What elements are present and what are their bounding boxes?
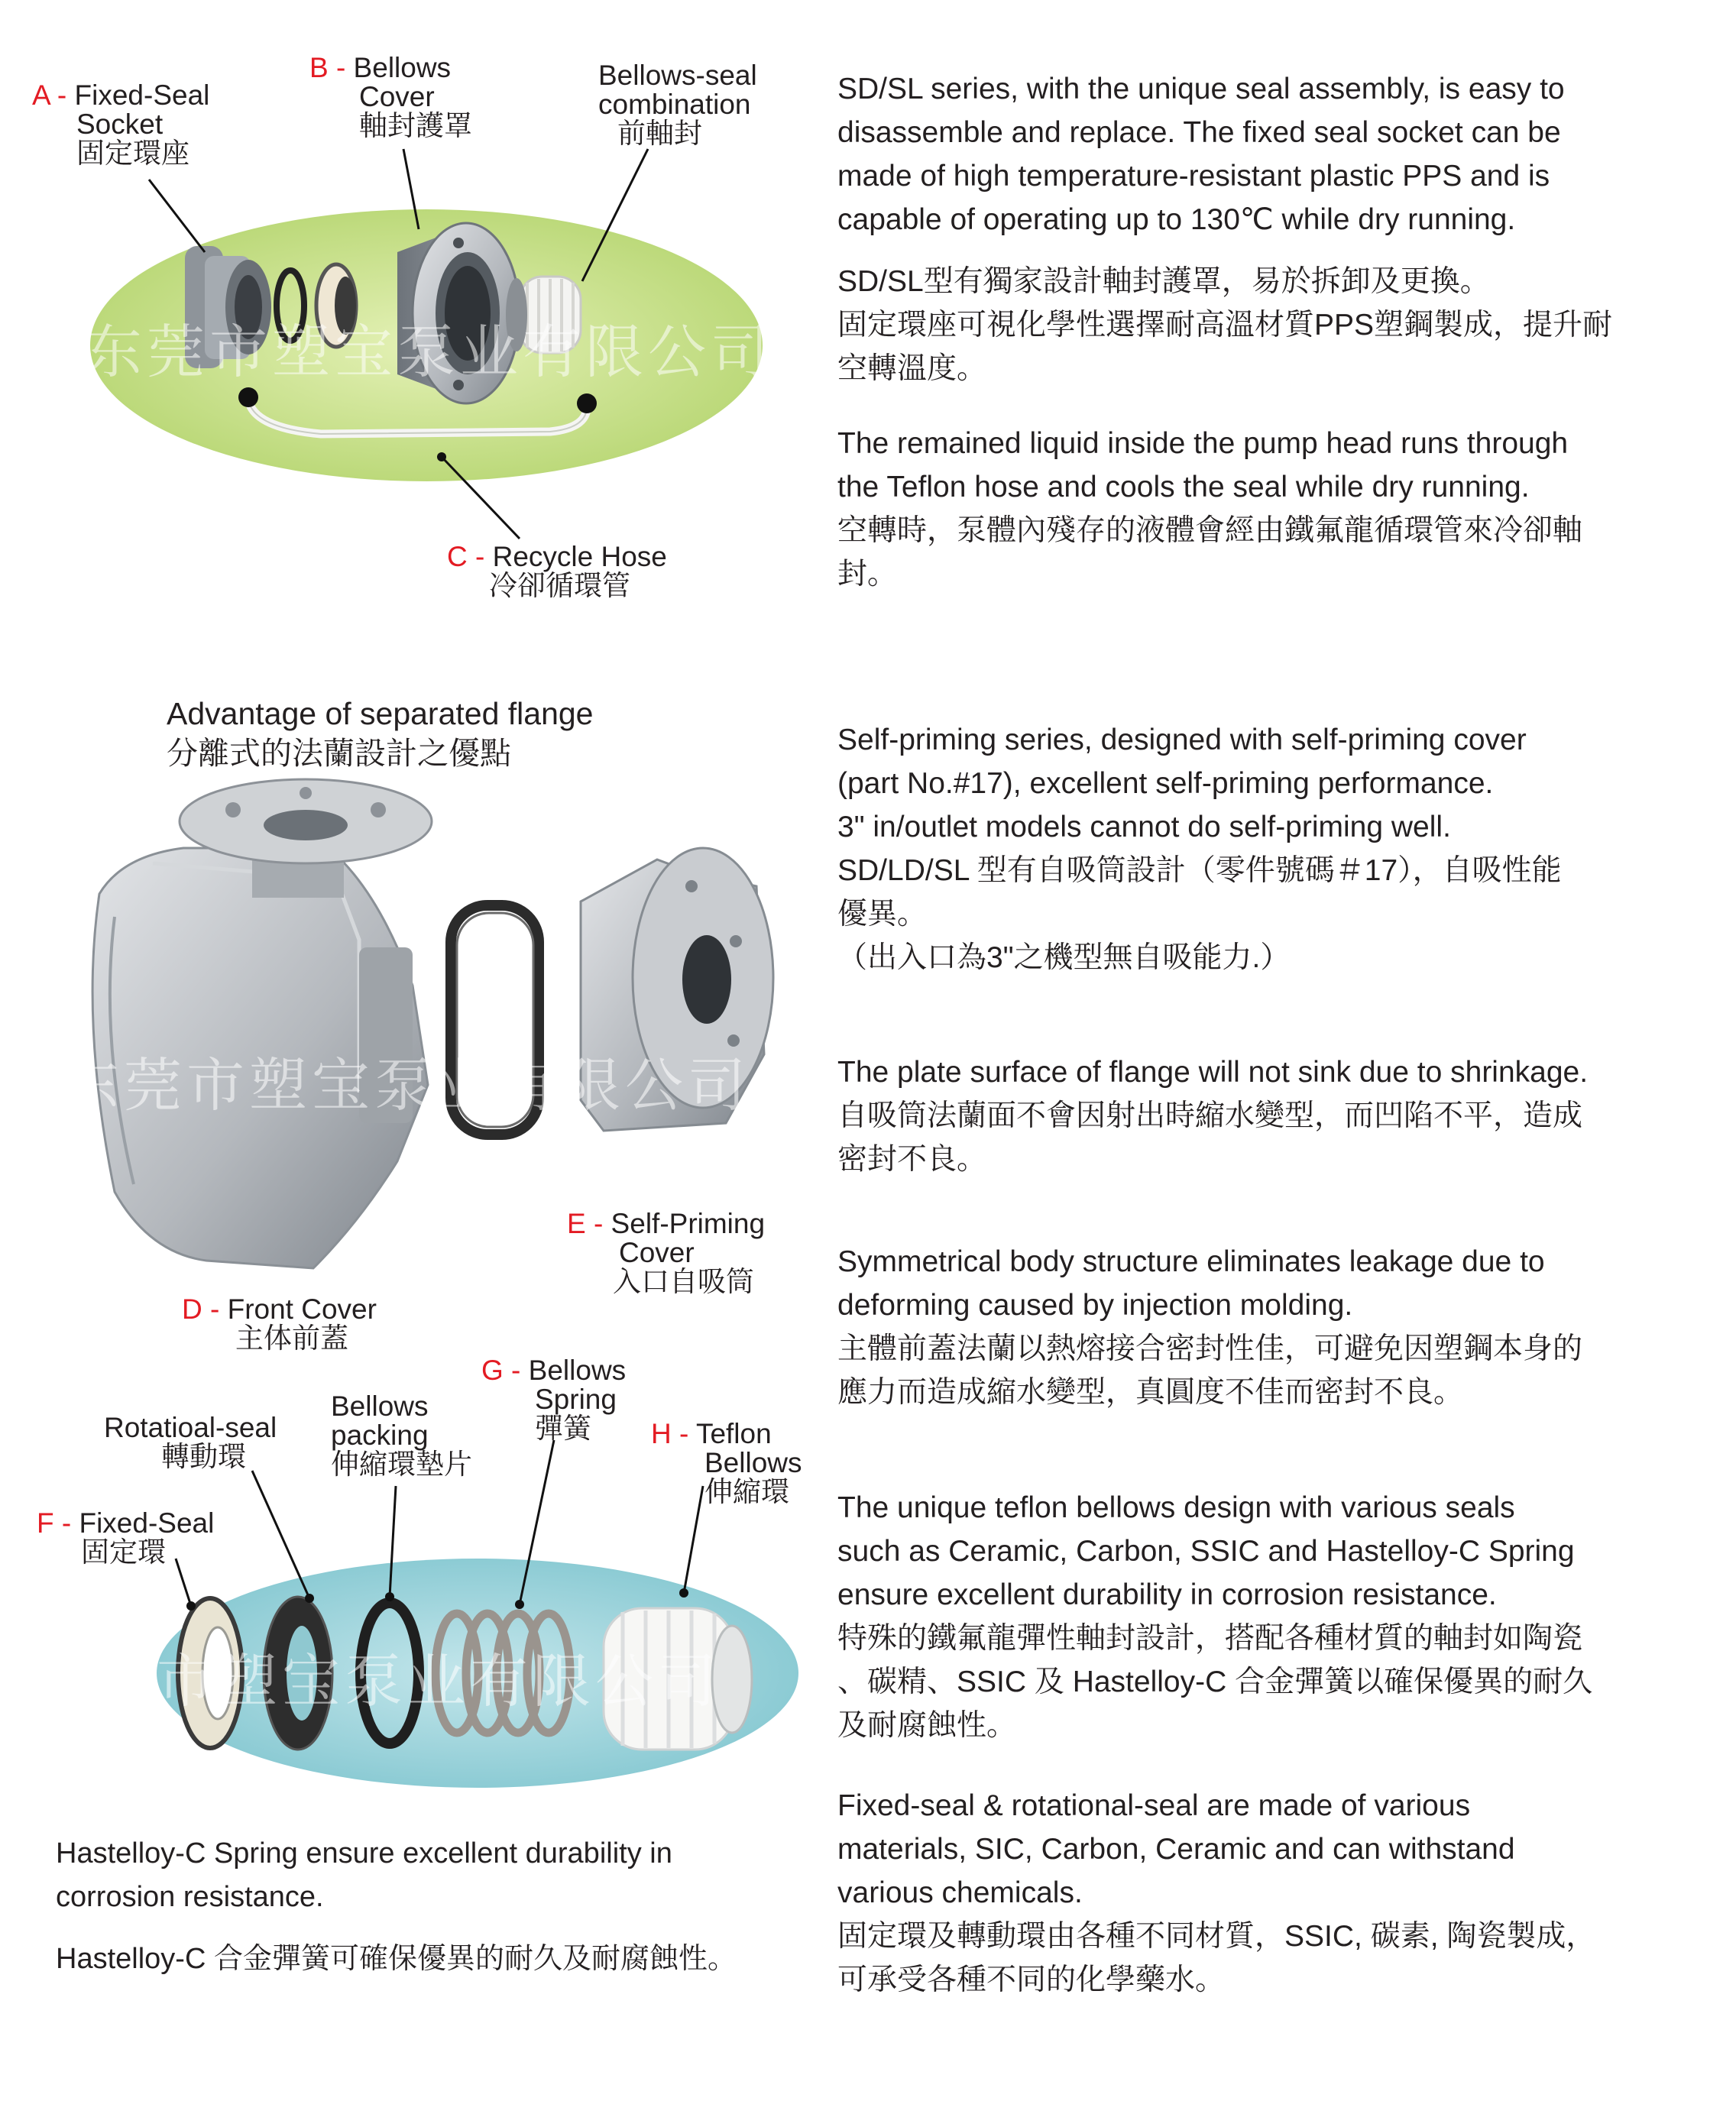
label-rot-line1: Rotatioal-seal	[104, 1412, 277, 1443]
p4-line: （出入口為3"之機型無自吸能力.）	[837, 941, 1291, 974]
p7-line: such as Ceramic, Carbon, SSIC and Hastelloy-C Spring	[837, 1535, 1575, 1568]
p4-line: (part No.#17), excellent self-priming performance.	[837, 767, 1494, 800]
label-b-letter: B -	[309, 52, 346, 83]
hastelloy-note	[56, 1832, 737, 1981]
p7-line: 、碳精、SSIC 及 Hastelloy-C 合金彈簧以確保優異的耐久	[837, 1666, 1593, 1698]
label-e-line3: 入口自吸筒	[613, 1266, 754, 1297]
flange-heading-zh: 分離式的法蘭設計之優點	[167, 736, 511, 771]
label-f-line1: Fixed-Seal	[71, 1507, 215, 1539]
watermark-middle: 东莞市塑宝泵业有限公司	[61, 1051, 750, 1119]
label-g-line2: Spring	[535, 1384, 617, 1415]
label-bellows-packing	[331, 1392, 472, 1479]
p3-line: 空轉時，泵體內殘存的液體會經由鐵氟龍循環管來冷卻軸	[837, 514, 1583, 547]
label-d-letter: D -	[182, 1293, 220, 1325]
p8-line: 固定環及轉動環由各種不同材質，SSIC, 碳素, 陶瓷製成，	[837, 1920, 1596, 1953]
p2-line: 固定環座可視化學性選擇耐高溫材質PPS塑鋼製成，提升耐	[837, 309, 1613, 342]
label-bc-line1: Bellows-seal	[598, 60, 757, 91]
label-a-line3: 固定環座	[76, 138, 189, 169]
p5-line: The plate surface of flange will not sink due to shrinkage.	[837, 1056, 1589, 1089]
watermark-bottom: 市塑宝泵业有限公司	[157, 1647, 721, 1715]
label-g-line3: 彈簧	[535, 1413, 591, 1444]
hastelloy-note-en1: Hastelloy-C Spring ensure excellent durability in	[56, 1837, 672, 1870]
label-a-fixed-seal-socket	[32, 81, 209, 168]
p8-line: various chemicals.	[837, 1876, 1083, 1909]
p5-line: 密封不良。	[837, 1143, 987, 1176]
p7-line: ensure excellent durability in corrosion resistance.	[837, 1578, 1497, 1611]
p6-line: Symmetrical body structure eliminates leakage due to	[837, 1245, 1545, 1278]
label-f-line2: 固定環	[81, 1536, 166, 1568]
paragraph-flange-surface	[837, 1050, 1663, 1181]
label-bc-line3: 前軸封	[617, 118, 702, 149]
p6-line: deforming caused by injection molding.	[837, 1289, 1353, 1322]
label-bp-line2: packing	[331, 1420, 429, 1451]
paragraph-symmetrical-body	[837, 1240, 1663, 1414]
label-d-front-cover	[182, 1295, 377, 1353]
p7-line: 及耐腐蝕性。	[837, 1709, 1017, 1742]
p8-line: 可承受各種不同的化學藥水。	[837, 1963, 1226, 1996]
p1-line: disassemble and replace. The fixed seal socket can be	[837, 116, 1561, 149]
label-g-line1: Bellows	[520, 1355, 627, 1386]
label-h-teflon-bellows	[651, 1420, 802, 1507]
label-f-letter: F -	[37, 1507, 72, 1539]
hastelloy-note-en2: corrosion resistance.	[56, 1881, 324, 1913]
label-bp-line1: Bellows	[331, 1390, 429, 1422]
label-a-line1: Fixed-Seal	[66, 79, 210, 111]
p4-line: Self-priming series, designed with self-priming cover	[837, 724, 1527, 756]
p1-line: capable of operating up to 130℃ while dry running.	[837, 203, 1516, 236]
label-h-line2: Bellows	[704, 1447, 802, 1478]
label-f-fixed-seal	[37, 1509, 214, 1567]
p8-line: Fixed-seal & rotational-seal are made of various	[837, 1789, 1471, 1822]
p6-line: 應力而造成縮水變型，真圓度不佳而密封不良。	[837, 1376, 1464, 1409]
label-g-letter: G -	[481, 1355, 521, 1386]
label-c-line1: Recycle Hose	[484, 541, 667, 572]
label-h-line1: Teflon	[688, 1418, 772, 1449]
label-b-line3: 軸封護罩	[359, 110, 472, 141]
hastelloy-note-zh: Hastelloy-C 合金彈簧可確保優異的耐久及耐腐蝕性。	[56, 1943, 737, 1975]
p6-line: 主體前蓋法蘭以熱熔接合密封性佳，可避免因塑鋼本身的	[837, 1332, 1583, 1365]
flange-advantage-heading	[167, 694, 594, 773]
p2-line: 空轉溫度。	[837, 352, 987, 385]
paragraph-teflon-hose	[837, 422, 1663, 596]
p3-line: 封。	[837, 558, 898, 591]
pump-body-part	[92, 779, 432, 1268]
label-e-line2: Cover	[619, 1237, 695, 1268]
label-c-line2: 冷卻循環管	[489, 570, 630, 601]
p5-line: 自吸筒法蘭面不會因射出時縮水變型，而凹陷不平，造成	[837, 1099, 1583, 1132]
paragraph-seal-assembly	[837, 67, 1663, 241]
label-d-line1: Front Cover	[219, 1293, 377, 1325]
p1-line: made of high temperature-resistant plastic PPS and is	[837, 160, 1550, 193]
paragraph-teflon-bellows	[837, 1486, 1663, 1747]
flange-heading-en: Advantage of separated flange	[167, 696, 594, 731]
label-c-recycle-hose	[447, 542, 667, 601]
label-bellows-seal-combination	[598, 61, 757, 148]
watermark-top: 东莞市塑宝泵业有限公司	[84, 318, 773, 386]
label-a-letter: A -	[32, 79, 67, 111]
p7-line: 特殊的鐵氟龍彈性軸封設計，搭配各種材質的軸封如陶瓷	[837, 1622, 1583, 1655]
label-a-line2: Socket	[76, 108, 164, 140]
label-rotational-seal	[104, 1413, 277, 1471]
label-h-letter: H -	[651, 1418, 689, 1449]
label-b-bellows-cover	[309, 53, 472, 141]
p3-line: the Teflon hose and cools the seal while dry running.	[837, 471, 1530, 503]
label-c-letter: C -	[447, 541, 485, 572]
p4-line: 3" in/outlet models cannot do self-priming well.	[837, 811, 1451, 843]
paragraph-seal-materials	[837, 1784, 1663, 2002]
paragraph-seal-assembly-zh	[837, 260, 1663, 390]
p7-line: The unique teflon bellows design with various seals	[837, 1491, 1515, 1524]
p3-line: The remained liquid inside the pump head runs through	[837, 427, 1569, 460]
label-bc-line2: combination	[598, 89, 751, 120]
label-b-line1: Bellows	[345, 52, 452, 83]
p4-line: SD/LD/SL 型有自吸筒設計（零件號碼＃17），自吸性能	[837, 854, 1562, 887]
p2-line: SD/SL型有獨家設計軸封護罩，易於拆卸及更換。	[837, 265, 1490, 298]
p1-line: SD/SL series, with the unique seal assembly, is easy to	[837, 73, 1565, 105]
label-g-bellows-spring	[481, 1356, 626, 1443]
label-b-line2: Cover	[359, 81, 435, 112]
paragraph-self-priming	[837, 718, 1663, 979]
label-e-letter: E -	[567, 1208, 604, 1239]
p4-line: 優異。	[837, 898, 928, 931]
label-rot-line2: 轉動環	[161, 1441, 246, 1472]
label-d-line2: 主体前蓋	[235, 1322, 348, 1354]
label-bp-line3: 伸縮環墊片	[331, 1449, 472, 1480]
label-h-line3: 伸縮環	[704, 1476, 789, 1507]
label-e-line1: Self-Priming	[603, 1208, 766, 1239]
label-e-self-priming-cover	[567, 1209, 765, 1297]
p8-line: materials, SIC, Carbon, Ceramic and can withstand	[837, 1833, 1515, 1866]
